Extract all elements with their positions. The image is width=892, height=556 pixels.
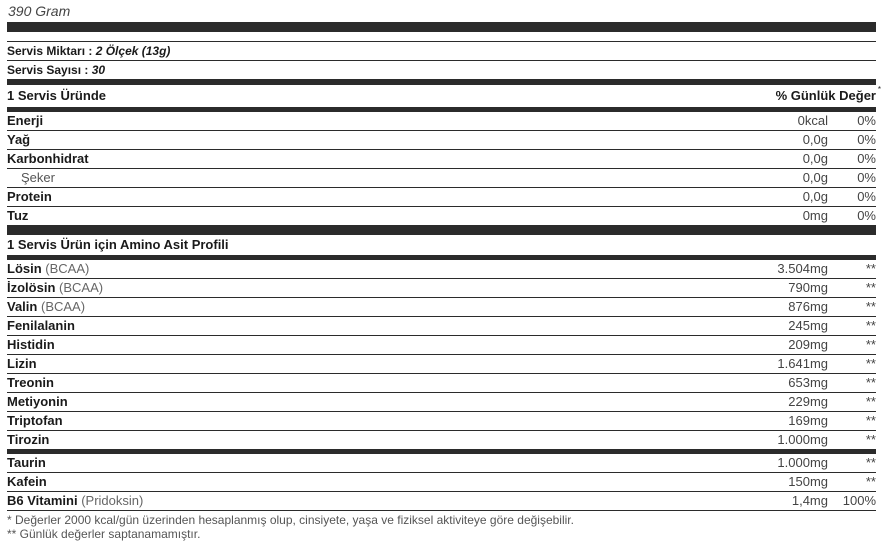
row-name: Lizin bbox=[7, 356, 37, 371]
row-amount: 653mg bbox=[788, 375, 828, 390]
row-name: İzolösin bbox=[7, 280, 56, 295]
row-note: (BCAA) bbox=[45, 261, 90, 276]
row-amount: 0,0g bbox=[802, 170, 828, 185]
row-daily-value: 100% bbox=[842, 493, 876, 508]
row-amount: 0,0g bbox=[802, 151, 828, 166]
row-name: Metiyonin bbox=[7, 394, 68, 409]
row-note: (BCAA) bbox=[40, 299, 86, 314]
row-amount: 0kcal bbox=[797, 113, 828, 128]
divider-thin bbox=[7, 32, 876, 42]
package-weight: 390 Gram bbox=[8, 3, 71, 19]
footnote-daily-value: * Değerler 2000 kcal/gün üzerinden hesaplanmış olup, cinsiyete, yaşa ve fiziksel aktiviteye göre değişebilir. bbox=[7, 513, 574, 527]
row-amount: 1.000mg bbox=[777, 432, 828, 447]
row-amount: 3.504mg bbox=[777, 261, 828, 276]
row-name: Lösin bbox=[7, 261, 42, 276]
row-daily-value: ** bbox=[865, 356, 876, 371]
row-name: Karbonhidrat bbox=[7, 151, 89, 166]
table-row bbox=[7, 260, 876, 279]
table-row bbox=[7, 336, 876, 355]
row-amount: 0,0g bbox=[802, 189, 828, 204]
row-daily-value: ** bbox=[865, 455, 876, 470]
row-amount: 229mg bbox=[788, 394, 828, 409]
row-name: Kafein bbox=[7, 474, 47, 489]
row-daily-value: 0% bbox=[857, 132, 876, 147]
row-note: (Pridoksin) bbox=[81, 493, 144, 508]
row-amount: 1,4mg bbox=[791, 493, 828, 508]
row-amount: 0mg bbox=[802, 208, 828, 223]
row-amount: 790mg bbox=[788, 280, 828, 295]
row-name: Triptofan bbox=[7, 413, 63, 428]
row-amount: 245mg bbox=[788, 318, 828, 333]
table-row bbox=[7, 298, 876, 317]
row-daily-value: 0% bbox=[857, 151, 876, 166]
row-daily-value: ** bbox=[865, 474, 876, 489]
table-row bbox=[7, 169, 876, 188]
table-row bbox=[7, 279, 876, 298]
table-row bbox=[7, 393, 876, 412]
row-daily-value: ** bbox=[865, 299, 876, 314]
row-daily-value: ** bbox=[865, 261, 876, 276]
table-row bbox=[7, 188, 876, 207]
table-row bbox=[7, 454, 876, 473]
table-row bbox=[7, 112, 876, 131]
divider-thick bbox=[7, 225, 876, 235]
row-name: B6 Vitamini bbox=[7, 493, 78, 508]
row-name: Tirozin bbox=[7, 432, 50, 447]
row-daily-value: ** bbox=[865, 375, 876, 390]
table-row bbox=[7, 150, 876, 169]
row-note: (BCAA) bbox=[59, 280, 104, 295]
row-amount: 0,0g bbox=[802, 132, 828, 147]
row-daily-value: ** bbox=[865, 394, 876, 409]
row-daily-value: 0% bbox=[857, 113, 876, 128]
row-name: Taurin bbox=[7, 455, 46, 470]
footnote-undetermined: ** Günlük değerler saptanamamıştır. bbox=[7, 527, 201, 541]
table-row bbox=[7, 131, 876, 150]
table-row bbox=[7, 412, 876, 431]
daily-value-header: % Günlük Değer bbox=[775, 88, 876, 103]
serving-size-row: Servis Miktarı : 2 Ölçek (13g) bbox=[7, 42, 876, 61]
daily-value-mark: * bbox=[877, 85, 881, 94]
row-amount: 169mg bbox=[788, 413, 828, 428]
row-daily-value: ** bbox=[865, 432, 876, 447]
row-daily-value: 0% bbox=[857, 208, 876, 223]
row-name: Protein bbox=[7, 189, 52, 204]
amino-header: 1 Servis Ürün için Amino Asit Profili bbox=[7, 235, 876, 260]
row-daily-value: ** bbox=[865, 280, 876, 295]
row-daily-value: 0% bbox=[857, 170, 876, 185]
row-name: Treonin bbox=[7, 375, 54, 390]
table-row bbox=[7, 492, 876, 511]
table-row bbox=[7, 207, 876, 225]
row-daily-value: 0% bbox=[857, 189, 876, 204]
row-name: Valin bbox=[7, 299, 38, 314]
row-name: Tuz bbox=[7, 208, 29, 223]
nutrition-list bbox=[7, 112, 876, 225]
row-amount: 1.641mg bbox=[777, 356, 828, 371]
footnotes bbox=[7, 513, 574, 541]
extra-list bbox=[7, 454, 876, 511]
row-amount: 1.000mg bbox=[777, 455, 828, 470]
row-name: Yağ bbox=[7, 132, 31, 147]
amino-list bbox=[7, 260, 876, 449]
nutrition-facts-panel bbox=[7, 0, 881, 511]
row-name: Şeker bbox=[21, 170, 55, 185]
serving-count-row: Servis Sayısı : 30 bbox=[7, 63, 106, 77]
divider-thick bbox=[7, 22, 876, 32]
table-row bbox=[7, 473, 876, 492]
nutrition-header: 1 Servis Üründe % Günlük Değer * bbox=[7, 85, 876, 112]
row-daily-value: ** bbox=[865, 413, 876, 428]
row-amount: 876mg bbox=[788, 299, 828, 314]
table-row bbox=[7, 317, 876, 336]
serving-size-value: 2 Ölçek (13g) bbox=[95, 44, 171, 58]
table-row bbox=[7, 374, 876, 393]
row-amount: 150mg bbox=[788, 474, 828, 489]
row-daily-value: ** bbox=[865, 318, 876, 333]
row-amount: 209mg bbox=[788, 337, 828, 352]
row-name: Histidin bbox=[7, 337, 55, 352]
table-row bbox=[7, 431, 876, 449]
row-name: Enerji bbox=[7, 113, 44, 128]
serving-count-value: 30 bbox=[91, 63, 106, 77]
row-daily-value: ** bbox=[865, 337, 876, 352]
row-name: Fenilalanin bbox=[7, 318, 75, 333]
table-row bbox=[7, 355, 876, 374]
